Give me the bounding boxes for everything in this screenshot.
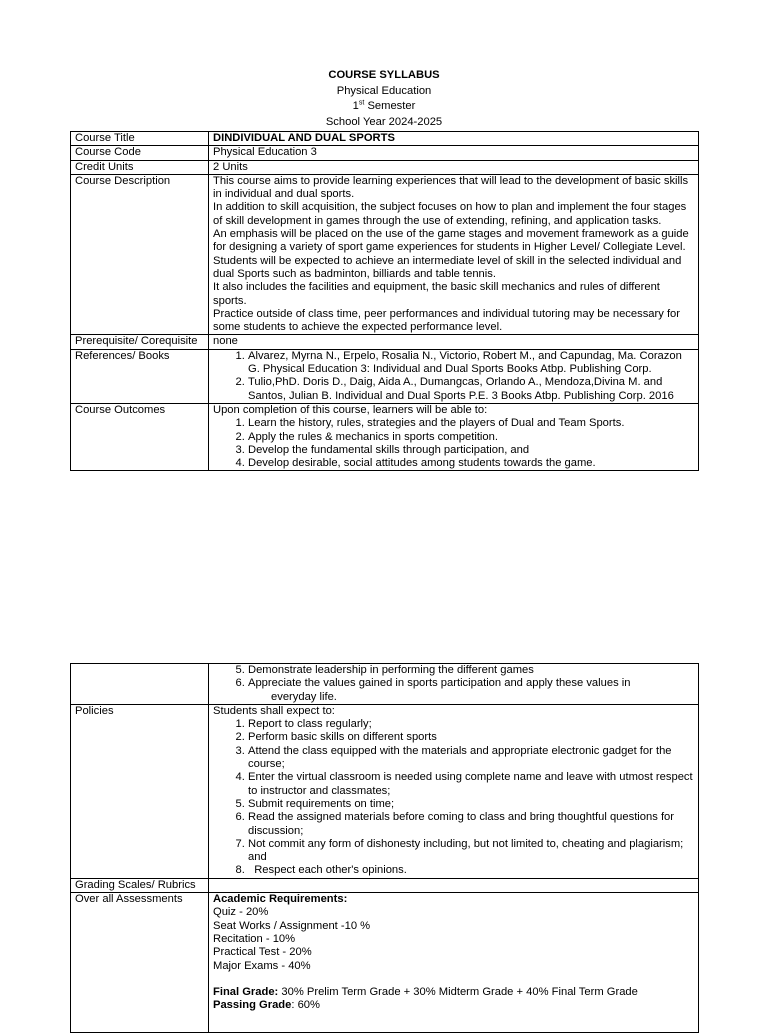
course-title-label: Course Title: [71, 132, 209, 146]
description-paragraph: It also includes the facilities and equipment, the basic skill mechanics and rules of different sports.: [213, 281, 660, 307]
syllabus-table-page2: [70, 663, 699, 1033]
references-label: References/ Books: [71, 349, 209, 403]
list-item: 1. Alvarez, Myrna N., Erpelo, Rosalia N., Victorio, Robert M., and Capundag, Ma. Corazon G. Physical Education 3: Individual and Dual Sports Books Atbp. Publishing Corp.: [248, 350, 694, 377]
assessment-item: Quiz - 20%: [213, 906, 269, 919]
list-item: 4. Develop desirable, social attitudes among students towards the game.: [248, 457, 694, 470]
table-row: [71, 174, 699, 335]
description-paragraph: An emphasis will be placed on the use of the game stages and movement framework as a guide for designing a variety of sport game experiences for students in Higher Level/ Collegiate Level.: [213, 228, 689, 254]
list-item-text: Appreciate the values gained in sports participation and apply these values in: [248, 677, 631, 690]
list-item: 4. Enter the virtual classroom is needed using complete name and leave with utmost respect to instructor and classmates;: [248, 771, 694, 798]
policies-label: Policies: [71, 704, 209, 878]
description-paragraph: In addition to skill acquisition, the subject focuses on how to plan and implement the four stages of skill development in games through the use of extending, refining, and application tasks.: [213, 201, 687, 227]
spacer: [213, 973, 694, 986]
course-code-label: Course Code: [71, 146, 209, 160]
outcomes-list: [213, 417, 694, 470]
academic-requirements-heading: Academic Requirements:: [213, 893, 348, 906]
course-outcomes-value: [209, 403, 699, 470]
assessment-item: Major Exams - 40%: [213, 959, 311, 972]
list-item: 2. Tulio,PhD. Doris D., Daig, Aida A., Dumangcas, Orlando A., Mendoza,Divina M. and Santos, Julian B. Individual and Dual Sports P.E. 3 Books Atbp. Publishing Corp. 2016: [248, 376, 694, 403]
semester-number: 1: [352, 100, 359, 112]
credit-units-value: 2 Units: [209, 160, 699, 174]
final-grade-label: Final Grade:: [213, 985, 279, 998]
table-row: [71, 403, 699, 470]
outcomes-intro: Upon completion of this course, learners will be able to:: [213, 403, 488, 416]
policies-list: [213, 718, 694, 878]
list-item: [248, 677, 694, 704]
final-grade: [213, 986, 694, 999]
spacer: [213, 1012, 694, 1032]
list-item-text: everyday life.: [271, 690, 337, 703]
syllabus-table-page1: [70, 131, 699, 471]
passing-grade-label: Passing Grade: [213, 999, 292, 1012]
passing-grade-value: : 60%: [291, 999, 320, 1012]
outcomes-list-continued: [213, 664, 694, 704]
empty-label-cell: [71, 664, 209, 705]
list-item: 8. Respect each other's opinions.: [248, 864, 694, 877]
table-row: [71, 132, 699, 146]
table-row: [71, 160, 699, 174]
table-row: [71, 704, 699, 878]
grading-scales-label: Grading Scales/ Rubrics: [71, 878, 209, 892]
list-item: 3. Attend the class equipped with the materials and appropriate electronic gadget for the course;: [248, 745, 694, 772]
grading-scales-value: [209, 878, 699, 892]
course-description-label: Course Description: [71, 174, 209, 335]
table-row: [71, 878, 699, 892]
description-paragraph: This course aims to provide learning experiences that will lead to the development of basic skills in individual and dual sports.: [213, 174, 689, 201]
outcomes-continued: [209, 664, 699, 705]
assessment-item: Recitation - 10%: [213, 932, 296, 945]
list-item: 1. Report to class regularly;: [248, 718, 694, 731]
semester: [0, 99, 768, 115]
assessment-item: Seat Works / Assignment -10 %: [213, 919, 371, 932]
assessment-item: Practical Test - 20%: [213, 946, 312, 959]
list-item: 5. Submit requirements on time;: [248, 798, 694, 811]
list-item: 2. Perform basic skills on different sports: [248, 731, 694, 744]
list-item: 5. Demonstrate leadership in performing the different games: [248, 664, 694, 677]
table-row: [71, 335, 699, 349]
policies-intro: Students shall expect to:: [213, 704, 335, 717]
references-list: [213, 350, 694, 403]
overall-assessments-value: [209, 893, 699, 1033]
policies-value: [209, 704, 699, 878]
description-paragraph: Students will be expected to achieve an intermediate level of skill in the selected individual and dual Sports such as badminton, billiards and table tennis.: [213, 254, 682, 280]
table-row: [71, 349, 699, 403]
references-value: [209, 349, 699, 403]
overall-assessments-label: Over all Assessments: [71, 893, 209, 1033]
list-item: 1. Learn the history, rules, strategies and the players of Dual and Team Sports.: [248, 417, 694, 430]
prerequisite-value: none: [209, 335, 699, 349]
course-outcomes-label: Course Outcomes: [71, 403, 209, 470]
course-description-value: [209, 174, 699, 335]
list-item: 2. Apply the rules & mechanics in sports competition.: [248, 431, 694, 444]
document-title: COURSE SYLLABUS: [328, 69, 440, 81]
credit-units-label: Credit Units: [71, 160, 209, 174]
school-year: School Year 2024-2025: [325, 115, 443, 128]
course-title-value: DINDIVIDUAL AND DUAL SPORTS: [209, 132, 699, 146]
syllabus-header: [0, 68, 768, 130]
description-paragraph: Practice outside of class time, peer performances and individual tutoring may be necessary for some students to achieve the expected performance level.: [213, 307, 680, 334]
table-row: [71, 664, 699, 705]
final-grade-formula: 30% Prelim Term Grade + 30% Midterm Grade + 40% Final Term Grade: [278, 985, 638, 998]
list-item: 7. Not commit any form of dishonesty including, but not limited to, cheating and plagiarism; and: [248, 838, 694, 865]
list-item: 3. Develop the fundamental skills through participation, and: [248, 444, 694, 457]
passing-grade: [213, 999, 694, 1012]
subject-name: Physical Education: [336, 84, 432, 97]
prerequisite-label: Prerequisite/ Corequisite: [71, 335, 209, 349]
semester-word: Semester: [364, 100, 416, 112]
table-row: [71, 146, 699, 160]
list-item: 6. Read the assigned materials before coming to class and bring thoughtful questions for discussion;: [248, 811, 694, 838]
course-code-value: Physical Education 3: [209, 146, 699, 160]
table-row: [71, 893, 699, 1033]
semester-suffix: st: [358, 99, 365, 107]
